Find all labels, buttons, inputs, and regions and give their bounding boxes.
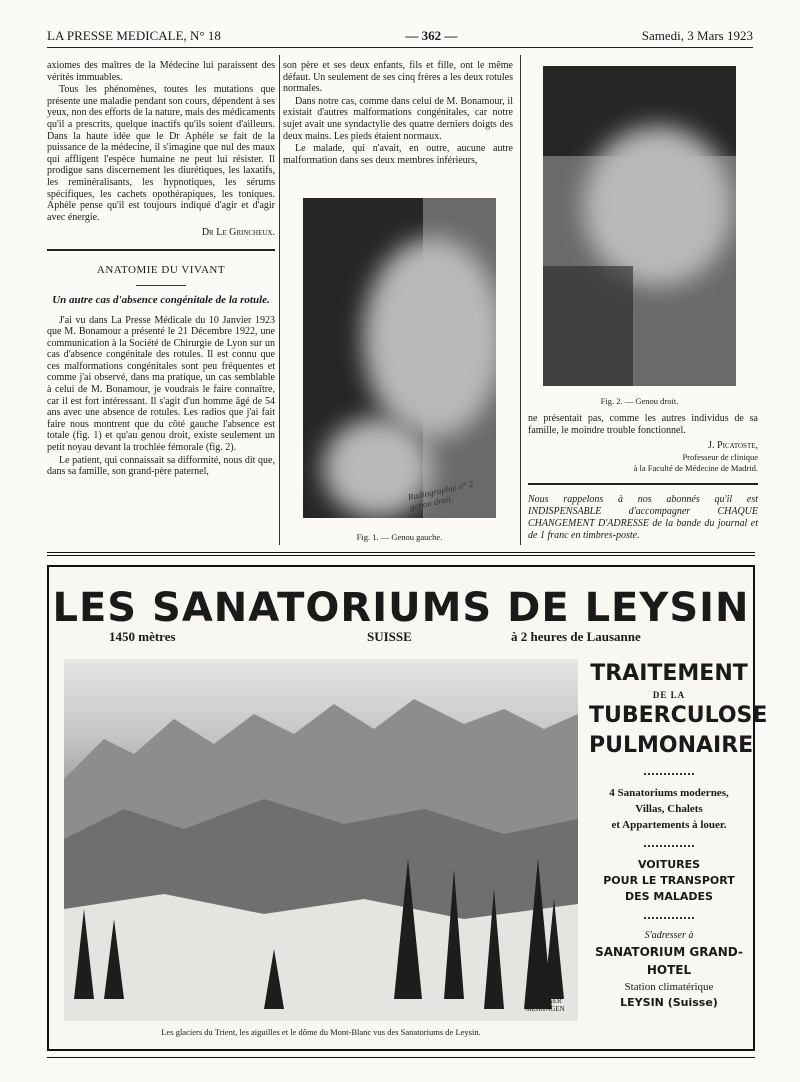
paragraph: Dans notre cas, comme dans celui de M. Bonamour, il existait d'autres malformations congénitales, car notre sujet avait une syndactylie des quatre derniers doigts des deux mains. Les pieds étaient normaux. [283,95,513,142]
transport-line: DES MALADES [625,890,713,903]
handwritten-annotation: Radiographie n° 2 genou droit. [406,478,475,513]
photo-credit: BRUGGER MEIRINGEN [525,997,565,1013]
article-title: Un autre cas d'absence congénitale de la rotule. [52,293,270,306]
journal-title: LA PRESSE MEDICALE, N° 18 [47,27,221,43]
page-header [47,28,753,48]
tree [264,949,284,1009]
altitude: 1450 mètres [109,629,176,644]
offer-line: Villas, Chalets [635,803,703,815]
paragraph: axiomes des maîtres de la Médecine lui paraissent des vérités immuables. [47,60,275,83]
xray-bone [363,238,496,438]
subscriber-notice: Nous rappelons à nos abonnés qu'il est INDISPENSABLE d'accompagner CHAQUE CHANGEMENT D'ADRESSE de la bande du journal et de 1 franc en timbres-poste. [528,494,758,541]
paragraph: Le malade, qui n'avait, en outre, aucune autre malformation dans ses deux membres inférieurs, [283,143,513,166]
disease-label: PULMONAIRE [589,733,754,758]
advertisement [47,565,768,1051]
tree [444,869,464,999]
xray-figure-1 [303,198,496,518]
section-divider [528,483,758,485]
bottom-rule [47,1057,755,1058]
address-label: S'adresser à [644,930,694,941]
page-number: — 362 — [405,27,458,43]
country: SUISSE [367,629,412,644]
paragraph: ne présentait pas, comme les autres individus de sa famille, le moindre trouble fonctionnel. [528,413,758,436]
paragraph: son père et ses deux enfants, fils et fille, ont le même défaut. Un seulement de ses cinq frères a les deux rotules normales. [283,60,513,95]
issue-date: Samedi, 3 Mars 1923 [641,27,753,43]
de-la-label: DE LA [652,690,686,700]
mountain-photo [64,659,578,1021]
ad-details [589,659,768,1011]
treatment-label: TRAITEMENT [590,661,748,686]
location-label: LEYSIN (Suisse) [620,996,718,1009]
section-title: ANATOMIE DU VIVANT [96,263,226,276]
signature-name: J. Picatoste, [708,440,758,452]
section-divider [47,249,275,251]
ad-title: LES SANATORIUMS DE LEYSIN [52,585,750,631]
ad-top-rule [47,552,755,556]
ornament [644,771,694,775]
tree [394,859,422,999]
signature-title: Professeur de clinique [682,451,758,462]
paragraph: Tous les phénomènes, toutes les mutations que présente une maladie pendant son cours, dépendent à ses yeux, non des efforts de la nature, mais des médicaments qu'il a prescrits, quelque inactifs qu'ils soient d'ailleurs. Dans la haute idée que le Dr Aphèle se fait de la puissance de la médecine, il s'imagine que nul des maux qui affligent l'espèce humaine ne peut lui résister. Il prodigue sans discernement les diurétiques, les laxatifs, les reminéralisants, les hypnotiques, les sérums spécifiques, les cachets opothérapiques, les toniques. Aphèle pense qu'il est toujours indiqué d'agir et d'agir avec énergie. [47,84,275,223]
transport-line: POUR LE TRANSPORT [603,874,735,887]
column-divider [520,55,521,545]
column-left [47,60,275,479]
paragraph: Le patient, qui connaissait sa difformité, nous dit que, dans sa famille, son grand-père paternel, [47,454,275,478]
photo-caption: Les glaciers du Trient, les aiguilles et le dôme du Mont-Blanc vus des Sanatoriums de Leysin. [161,1027,481,1037]
xray-figure-2 [543,66,736,386]
distance: à 2 heures de Lausanne [511,629,641,644]
paragraph: J'ai vu dans La Presse Médicale du 10 Janvier 1923 que M. Bonamour a présenté le 21 Décembre 1922, une communication à la Société de Chirurgie de Lyon sur un cas d'absence congénitale des rotules. Il est connu que ces malformations congénitales sont peu fréquentes et comme j'ai observé, dans ma pratique, un cas semblable à celui de M. Bonamour, je voudrais le faire connaître, car il est fort intéressant. Il s'agit d'un homme âgé de 54 ans avec une absence de rotules. Les radios que j'ai fait faire nous montrent que du côté gauche l'absence est totale (fig. 1) et qu'au genou droit, existe seulement un petit noyau devant la trochlée fémorale (fig. 2). [47,314,275,454]
column-middle [283,60,513,167]
tree [74,909,94,999]
xray-shadow [543,266,633,386]
tree [544,899,564,999]
figure-caption: Fig. 1. — Genou gauche. [356,532,443,542]
figure-caption: Fig. 2. — Genou droit. [600,396,679,406]
disease-label: TUBERCULOSE [589,703,768,728]
station-label: Station climatérique [624,981,714,993]
hotel-name: SANATORIUM GRAND-HOTEL [595,945,743,977]
ornament [644,915,694,919]
tree [484,889,504,1009]
short-rule [136,285,186,286]
ornament [644,843,694,847]
tree [104,919,124,999]
signature: Dr Le Grincheux. [201,227,275,239]
xray-bone [583,126,733,286]
offer-line: et Appartements à louer. [611,819,727,831]
signature-affiliation: à la Faculté de Médecine de Madrid. [633,463,758,474]
transport-line: VOITURES [637,858,701,871]
column-right [528,413,758,495]
offer-line: 4 Sanatoriums modernes, [609,787,729,799]
column-divider [279,55,280,545]
